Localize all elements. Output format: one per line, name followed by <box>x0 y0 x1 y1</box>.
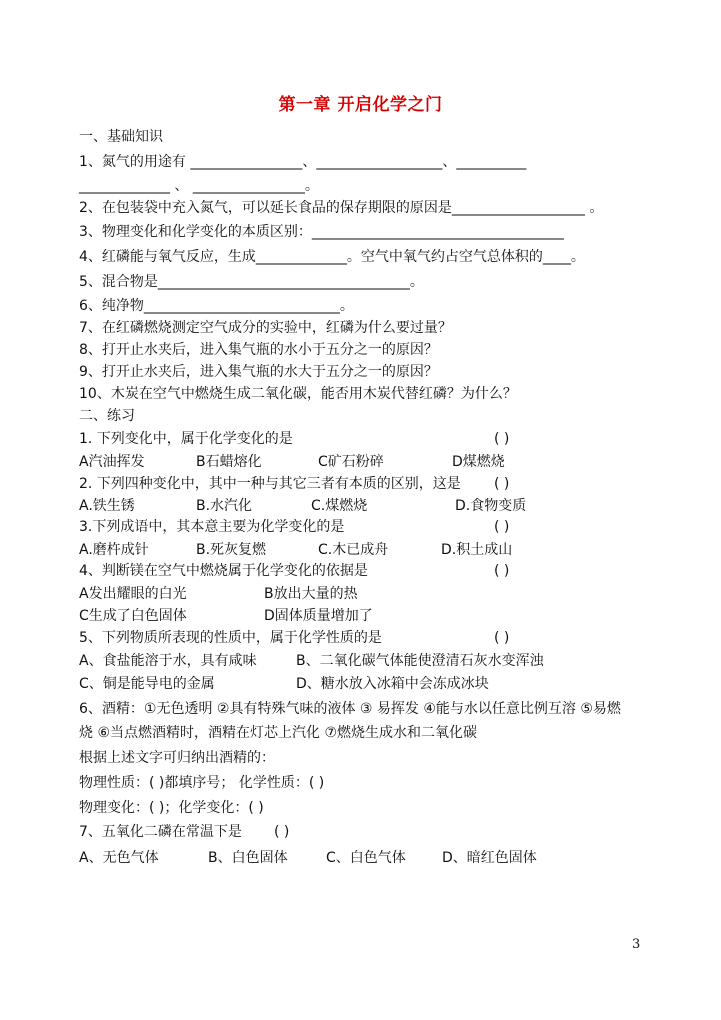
q6-line-2: 烧 ⑥当点燃酒精时，酒精在灯芯上汽化 ⑦燃烧生成水和二氧化碳 <box>79 725 478 741</box>
q2-stem: 2. 下列四种变化中，其中一种与其它三者有本质的区别，这是 <box>79 476 461 492</box>
q3-stem: 3.下列成语中，其本意主要为化学变化的是 <box>79 519 345 535</box>
q3-answer-bracket: ( ) <box>494 519 510 535</box>
q6-line-1: 6、酒精：①无色透明 ②具有特殊气味的液体 ③ 易挥发 ④能与水以任意比例互溶 ⑤易燃 <box>79 701 621 717</box>
q1-stem: 1. 下列变化中，属于化学变化的是 <box>79 431 293 447</box>
basic-line-6: 6、纯净物____________________________。 <box>79 298 354 314</box>
q5-option-a: A、食盐能溶于水，具有咸味 <box>79 653 257 669</box>
basic-line-7: 7、在红磷燃烧测定空气成分的实验中，红磷为什么要过量？ <box>79 320 452 336</box>
q7-stem: 7、五氧化二磷在常温下是 <box>79 824 242 840</box>
basic-line-8: 8、打开止水夹后，进入集气瓶的水小于五分之一的原因？ <box>79 342 438 358</box>
q5-option-c: C、铜是能导电的金属 <box>79 676 215 692</box>
page-number: 3 <box>632 937 641 952</box>
q3-option-d: D.积土成山 <box>441 542 513 558</box>
q7-option-d: D、暗红色固体 <box>442 850 537 866</box>
section-basic-heading: 一、基础知识 <box>79 129 163 145</box>
q2-option-a: A.铁生锈 <box>79 498 135 514</box>
q5-stem: 5、下列物质所表现的性质中，属于化学性质的是 <box>79 630 382 646</box>
basic-line-1-cont: _____________ 、 ________________。 <box>79 178 319 194</box>
q5-option-d: D、糖水放入冰箱中会冻成冰块 <box>296 676 489 692</box>
basic-line-1: 1、氮气的用途有 ________________、__________________、__________ <box>79 154 527 170</box>
basic-line-4: 4、红磷能与氧气反应，生成_____________。空气中氧气约占空气总体积的____。 <box>79 249 585 265</box>
q4-answer-bracket: ( ) <box>494 563 510 579</box>
q1-option-c: C矿石粉碎 <box>318 454 384 470</box>
q7-option-a: A、无色气体 <box>79 850 159 866</box>
q5-option-b: B、二氧化碳气体能使澄清石灰水变浑浊 <box>296 653 544 669</box>
section-practice-heading: 二、练习 <box>79 408 135 424</box>
q2-option-d: D.食物变质 <box>455 498 527 514</box>
q1-option-d: D煤燃烧 <box>452 454 505 470</box>
q7-answer-bracket: ( ) <box>274 824 290 840</box>
q6-line-5: 物理变化：( )；化学变化：( ) <box>79 800 264 816</box>
q4-option-c: C生成了白色固体 <box>79 608 187 624</box>
q2-option-c: C.煤燃烧 <box>311 498 368 514</box>
q2-answer-bracket: ( ) <box>494 476 510 492</box>
q1-option-b: B石蜡熔化 <box>196 454 262 470</box>
q7-option-c: C、白色气体 <box>326 850 406 866</box>
q7-option-b: B、白色固体 <box>208 850 288 866</box>
q4-stem: 4、判断镁在空气中燃烧属于化学变化的依据是 <box>79 563 368 579</box>
basic-line-5: 5、混合物是____________________________________。 <box>79 274 424 290</box>
q1-answer-bracket: ( ) <box>494 431 510 447</box>
basic-line-2: 2、在包装袋中充入氮气，可以延长食品的保存期限的原因是___________________ 。 <box>79 200 604 216</box>
q3-option-a: A.磨杵成针 <box>79 542 149 558</box>
chapter-title: 第一章 开启化学之门 <box>278 95 443 115</box>
q6-line-4: 物理性质：( )都填序号； 化学性质：( ) <box>79 775 325 791</box>
q2-option-b: B.水汽化 <box>196 498 253 514</box>
q3-option-b: B.死灰复燃 <box>196 542 267 558</box>
q3-option-c: C.木已成舟 <box>318 542 389 558</box>
basic-line-10: 10、木炭在空气中燃烧生成二氧化碳，能否用木炭代替红磷？为什么？ <box>79 386 517 402</box>
q4-option-a: A发出耀眼的白光 <box>79 586 187 602</box>
basic-line-9: 9、打开止水夹后，进入集气瓶的水大于五分之一的原因？ <box>79 364 438 380</box>
basic-line-3: 3、物理变化和化学变化的本质区别：____________________________________ <box>79 224 564 240</box>
q5-answer-bracket: ( ) <box>494 630 510 646</box>
q4-option-d: D固体质量增加了 <box>264 608 373 624</box>
q1-option-a: A汽油挥发 <box>79 454 145 470</box>
q4-option-b: B放出大量的热 <box>264 586 358 602</box>
q6-line-3: 根据上述文字可归纳出酒精的： <box>79 750 275 766</box>
